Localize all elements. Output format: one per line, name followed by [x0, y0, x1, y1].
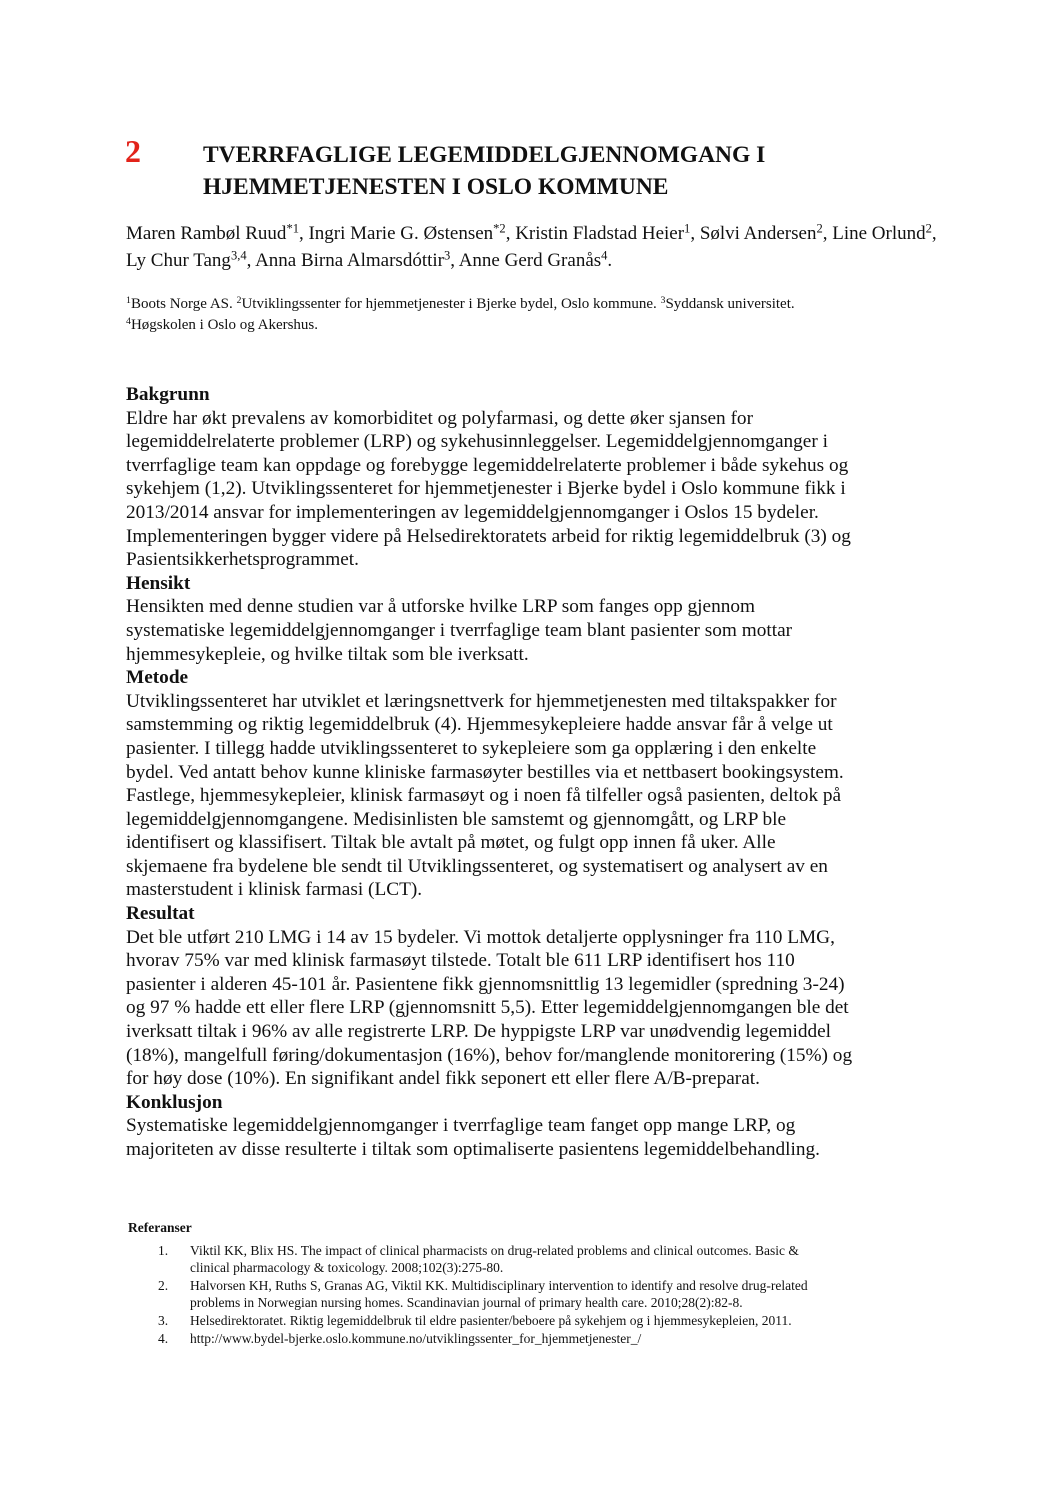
reference-item	[128, 1277, 948, 1311]
author-affiliation-mark: 2	[816, 221, 823, 236]
section-heading-konklusjon: Konklusjon	[126, 1091, 223, 1113]
author-affiliation-mark: 1	[684, 221, 691, 236]
affiliation-text: Utviklingssenter for hjemmetjenester i Bjerke bydel, Oslo kommune.	[241, 296, 657, 312]
author-name: Ly Chur Tang	[126, 250, 231, 271]
affiliation-text: Syddansk universitet.	[665, 296, 795, 312]
author-affiliation-mark: 3,4	[230, 248, 247, 263]
section-text-resultat: Det ble utført 210 LMG i 14 av 15 bydeler. Vi mottok detaljerte opplysninger fra 110 LMG, hvorav 75% var med klinisk farmasøyt tilstede. Totalt ble 611 LRP identifisert hos 110 pasienter i alderen 45-101 år. Pasientene fikk gjennomsnittlig 13 legemidler (spredning 3-24) og 97 % hadde ett eller flere LRP (gjennomsnitt 5,5). Etter legemiddelgjennomgangen ble det iverksatt tiltak i 96% av alle registrerte LRP. De hyppigste LRP var unødvendig legemiddel (18%), mangelfull føring/dokumentasjon (16%), behov for/manglende monitorering (15%) og for høy dose (10%). En signifikant andel fikk seponert ett eller flere A/B-preparat.	[126, 926, 853, 1090]
chapter-title: TVERRFAGLIGE LEGEMIDDELGJENNOMGANG I HJEMMETJENESTEN I OSLO KOMMUNE	[203, 142, 766, 200]
author-name: Anna Birna Almarsdóttir	[255, 250, 444, 271]
author-affiliation-mark: 2	[925, 221, 932, 236]
section-heading-resultat: Resultat	[126, 903, 195, 925]
affiliation-text: Høgskolen i Oslo og Akershus.	[130, 316, 319, 333]
section-text-konklusjon: Systematiske legemiddelgjennomganger i tverrfaglige team fanget opp mange LRP, og majoriteten av disse resulterte i tiltak som optimaliserte pasientens legemiddelbehandling.	[126, 1115, 820, 1160]
reference-item	[128, 1242, 948, 1276]
author-affiliation-mark: 4	[601, 248, 608, 263]
section-text-bakgrunn: Eldre har økt prevalens av komorbiditet og polyfarmasi, og dette øker sjansen for legemiddelrelaterte problemer (LRP) og sykehusinnleggelser. Legemiddelgjennomganger i tverrfaglige team kan oppdage og forebygge legemiddelrelaterte problemer i både sykehus og sykehjem (1,2). Utviklingssenteret for hjemmetjenester i Bjerke bydel i Oslo kommune fikk i 2013/2014 ansvar for implementeringen av legemiddelgjennomganger i Oslos 15 bydeler. Implementeringen bygger videre på Helsedirektoratets arbeid for riktig legemiddelbruk (3) og Pasientsikkerhetsprogrammet.	[126, 407, 851, 571]
reference-number: 4.	[158, 1331, 169, 1346]
affiliation-mark: 1	[126, 295, 131, 307]
author-affiliation-mark: 3	[443, 248, 451, 263]
section-text-hensikt: Hensikten med denne studien var å utforske hvilke LRP som fanges opp gjennom systematiske legemiddelgjennomganger i tverrfaglige team blant pasienter som mottar hjemmesykepleie, og hvilke tiltak som ble iverksatt.	[126, 596, 793, 665]
author-name: Kristin Fladstad Heier	[515, 223, 685, 244]
reference-text: Helsedirektoratet. Riktig legemiddelbruk til eldre pasienter/beboere på sykehjem og i hjemmesykepleien, 2011.	[190, 1313, 792, 1328]
reference-text: Halvorsen KH, Ruths S, Granas AG, Viktil KK. Multidisciplinary intervention to identify and resolve drug-related problems in Norwegian nursing homes. Scandinavian journal of primary health care. 2010;28(2):82-8.	[190, 1278, 808, 1310]
reference-item	[128, 1312, 948, 1329]
section-heading-bakgrunn: Bakgrunn	[126, 384, 210, 405]
affiliation-list	[126, 294, 956, 335]
references-heading: Referanser	[128, 1220, 192, 1235]
section-heading-hensikt: Hensikt	[126, 572, 191, 594]
reference-number: 3.	[158, 1313, 169, 1328]
affiliation-mark: 4	[126, 315, 131, 327]
references	[128, 1219, 948, 1348]
author-name: Line Orlund	[832, 223, 926, 244]
reference-list	[128, 1242, 948, 1347]
affiliation-text: Boots Norge AS.	[130, 296, 233, 312]
author-list: Maren Rambøl Ruud$^{*1}$, Ingri Marie G. Østensen$^{*2}$, Kristin Fladstad Heier$^1$, Sølvi Andersen$^2$, Line Orlund$^2$, Ly Chur Tang$^{3,4}$, Anna Birna Almarsdóttir$^3$, Anne Gerd Granås$^4$.	[126, 221, 937, 271]
section-heading-metode: Metode	[126, 667, 189, 689]
author-name: Anne Gerd Granås	[458, 250, 602, 271]
section-text-metode: Utviklingssenteret har utviklet et læringsnettverk for hjemmetjenesten med tiltakspakker for samstemming og riktig legemiddelbruk (4). Hjemmesykepleiere hadde ansvar får å velge ut pasienter. I tillegg hadde utviklingssenteret to sykepleiere som ga opplæring i den enkelte bydel. Ved antatt behov kunne kliniske farmasøyter bestilles via et nettbasert bookingsystem. Fastlege, hjemmesykepleier, klinisk farmasøyt og i noen få tilfeller også pasienten, deltok på legemiddelgjennomgangene. Medisinlisten ble samstemt og gjennomgått, og LRP ble identifisert og klassifisert. Tiltak ble avtalt på møtet, og fulgt opp innen få uker. Alle skjemaene fra bydelene ble sendt til Utviklingssenteret, og systematisert og analysert av en masterstudent i klinisk farmasi (LCT).	[126, 690, 844, 901]
reference-number: 1.	[158, 1243, 169, 1258]
reference-item	[128, 1330, 948, 1347]
author-name: Sølvi Andersen	[699, 223, 817, 244]
affiliation-mark: 2	[236, 295, 242, 307]
author-affiliation-mark: *1	[286, 221, 299, 236]
author-affiliation-mark: *2	[493, 221, 506, 236]
author-name: Maren Rambøl Ruud	[126, 223, 287, 244]
author-name: Ingri Marie G. Østensen	[308, 223, 494, 244]
affiliation-mark: 3	[660, 295, 666, 307]
reference-text: Viktil KK, Blix HS. The impact of clinical pharmacists on drug-related problems and clinical outcomes. Basic & clinical pharmacology & toxicology. 2008;102(3):275-80.	[190, 1243, 799, 1275]
reference-link[interactable]: http://www.bydel-bjerke.oslo.kommune.no/utviklingssenter_for_hjemmetjenester_/	[190, 1331, 642, 1346]
chapter-number: 2	[125, 133, 141, 169]
reference-number: 2.	[158, 1278, 169, 1293]
abstract	[126, 383, 936, 1162]
